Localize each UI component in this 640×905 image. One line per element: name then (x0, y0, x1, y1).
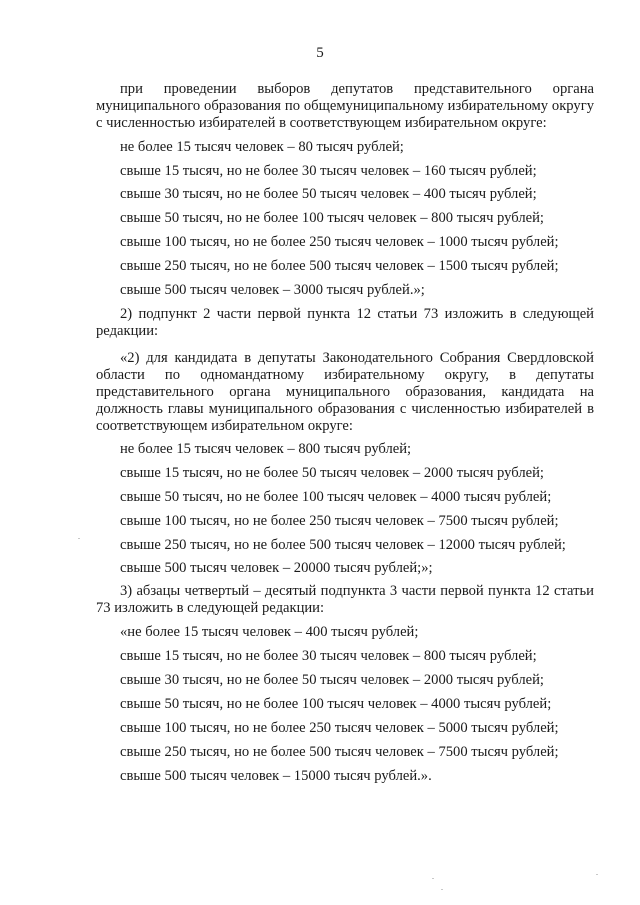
list-item: свыше 500 тысяч человек – 3000 тысяч рублей.»; (120, 282, 425, 298)
intro-paragraph: при проведении выборов депутатов представительного органа муниципального образования по общемуниципальному избирательному округу с численностью избирателей в соответствующем избирательном округе: (96, 81, 594, 131)
scan-speck (78, 538, 80, 539)
list-item: свыше 250 тысяч, но не более 500 тысяч человек – 1500 тысяч рублей; (120, 258, 559, 274)
list-item: свыше 30 тысяч, но не более 50 тысяч человек – 400 тысяч рублей; (120, 186, 537, 202)
scan-speck (432, 878, 434, 879)
list-item: свыше 15 тысяч, но не более 30 тысяч человек – 160 тысяч рублей; (120, 163, 537, 179)
list-item: свыше 250 тысяч, но не более 500 тысяч человек – 7500 тысяч рублей; (120, 744, 559, 760)
list-item: свыше 500 тысяч человек – 15000 тысяч рублей.». (120, 768, 432, 784)
point-3-heading: 3) абзацы четвертый – десятый подпункта 3 части первой пункта 12 статьи 73 изложить в следующей редакции: (96, 583, 594, 616)
list-item: свыше 15 тысяч, но не более 30 тысяч человек – 800 тысяч рублей; (120, 648, 537, 664)
list-item: свыше 250 тысяч, но не более 500 тысяч человек – 12000 тысяч рублей; (120, 537, 566, 553)
list-item: свыше 50 тысяч, но не более 100 тысяч человек – 4000 тысяч рублей; (120, 489, 552, 505)
list-item: свыше 30 тысяч, но не более 50 тысяч человек – 2000 тысяч рублей; (120, 672, 544, 688)
scan-speck (441, 889, 443, 890)
list-item: свыше 500 тысяч человек – 20000 тысяч рублей;»; (120, 560, 433, 576)
list-item: свыше 100 тысяч, но не более 250 тысяч человек – 5000 тысяч рублей; (120, 720, 559, 736)
point-2-heading: 2) подпункт 2 части первой пункта 12 статьи 73 изложить в следующей редакции: (96, 306, 594, 339)
list-item: свыше 50 тысяч, но не более 100 тысяч человек – 4000 тысяч рублей; (120, 696, 552, 712)
scan-speck (596, 874, 598, 875)
list-item: свыше 50 тысяч, но не более 100 тысяч человек – 800 тысяч рублей; (120, 210, 544, 226)
list-item: «не более 15 тысяч человек – 400 тысяч рублей; (120, 624, 419, 640)
list-item: свыше 15 тысяч, но не более 50 тысяч человек – 2000 тысяч рублей; (120, 465, 544, 481)
list-item: не более 15 тысяч человек – 800 тысяч рублей; (120, 441, 412, 457)
list-item: свыше 100 тысяч, но не более 250 тысяч человек – 7500 тысяч рублей; (120, 513, 559, 529)
list-item: свыше 100 тысяч, но не более 250 тысяч человек – 1000 тысяч рублей; (120, 234, 559, 250)
page-number: 5 (316, 45, 324, 61)
list-item: не более 15 тысяч человек – 80 тысяч рублей; (120, 139, 404, 155)
point-2-text: «2) для кандидата в депутаты Законодательного Собрания Свердловской области по одномандатному избирательному округу, в депутаты представительного органа муниципального образования, кандидата на должность главы муниципального образования с численностью избирателей в соответствующем избирательном округе: (96, 350, 594, 434)
